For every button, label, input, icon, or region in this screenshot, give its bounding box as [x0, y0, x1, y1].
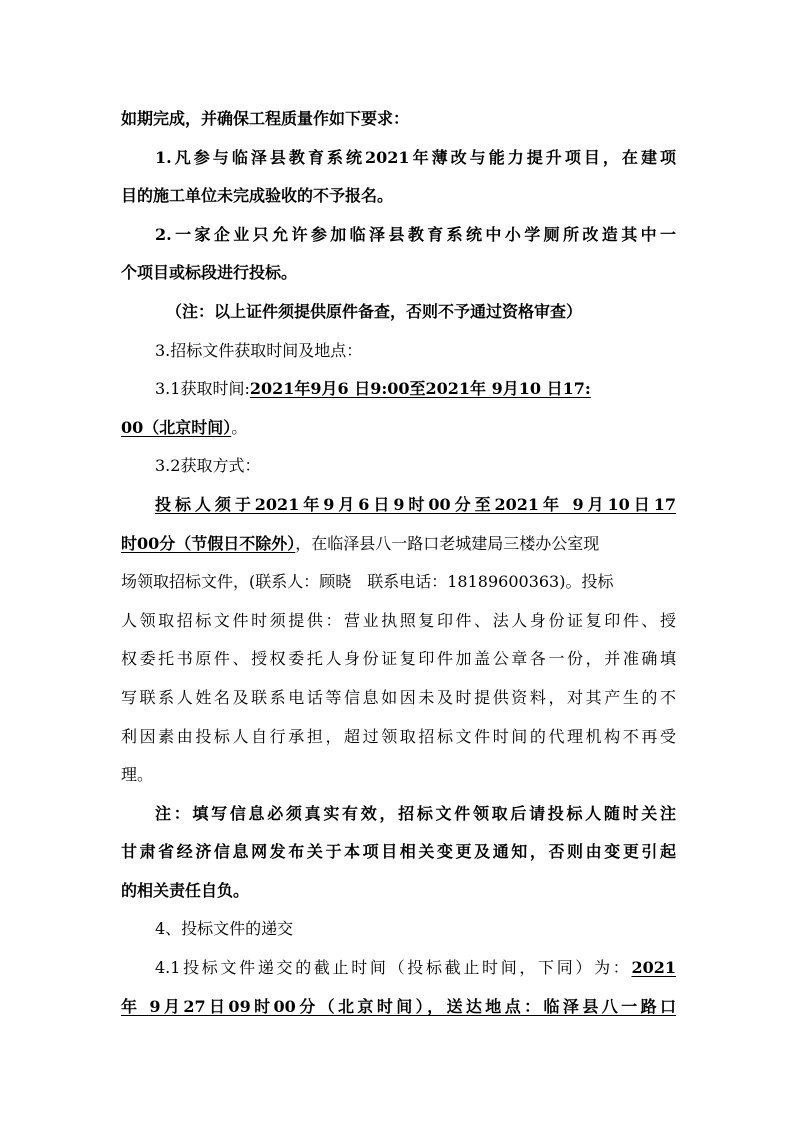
- requirement-1-line-2: 目的施工单位未完成验收的不予报名。: [121, 186, 394, 206]
- section-4-1-line-1: [121, 949, 676, 988]
- notice-line-3: 的相关责任自负。: [121, 880, 250, 900]
- acquisition-time-part-1: 2021年9月6 日9:00至2021年 9月10 日17:: [249, 379, 591, 399]
- section-4-1-label: 4.1投标文件递交的截止时间（投标截止时间，下同）为：: [155, 958, 632, 978]
- requirement-1-line-1: 1.凡参与临泽县教育系统2021年薄改与能力提升项目，在建项: [155, 147, 676, 167]
- section-3-1-line-2: [121, 409, 676, 448]
- acquisition-method-line-6: 写联系人姓名及联系电话等信息如因未及时提供资料，对其产生的不: [121, 687, 676, 707]
- acquisition-method-line-1: 投标人须于2021年9月6日9时00分至2021年 9月10日17: [155, 494, 676, 514]
- acquisition-method-line-4: 人领取招标文件时须提供：营业执照复印件、法人身份证复印件、授: [121, 610, 676, 630]
- contact-phone: 联系电话：18189600363)。投标: [367, 572, 614, 592]
- notice-line-1: 注：填写信息必须真实有效，招标文件领取后请投标人随时关注: [155, 803, 676, 823]
- acquisition-time-part-2: 00（北京时间）: [121, 417, 232, 437]
- section-3-heading: 3.招标文件获取时间及地点：: [155, 340, 363, 360]
- acquisition-method-time-end: 时00分（节假日不除外）: [121, 533, 296, 553]
- submission-deadline-line-2: 年 9月27日09时00分（北京时间），送达地点：临泽县八一路口: [121, 996, 676, 1016]
- requirement-2-line-1: 2.一家企业只允许参加临泽县教育系统中小学厕所改造其中一: [155, 224, 676, 244]
- section-3-2-heading: 3.2获取方式：: [155, 456, 261, 476]
- section-3-1-end: 。: [231, 417, 248, 437]
- certificate-note: （注：以上证件须提供原件备查，否则不予通过资格审查）: [166, 301, 583, 321]
- submission-deadline-year: 2021: [631, 958, 676, 978]
- acquisition-method-line-7: 利因素由投标人自行承担，超过领取招标文件时间的代理机构不再受: [121, 726, 676, 746]
- section-3-1-label: 3.1获取时间:: [155, 379, 250, 399]
- acquisition-method-line-2: [121, 525, 676, 564]
- document-page: [121, 100, 676, 1026]
- acquisition-method-line-5: 权委托书原件、授权委托人身份证复印件加盖公章各一份，并准确填: [121, 649, 676, 669]
- notice-line-2: 甘肃省经济信息网发布关于本项目相关变更及通知，否则由变更引起: [121, 842, 676, 862]
- acquisition-method-line-3: [121, 563, 676, 602]
- section-3-1-line-1: [121, 370, 676, 409]
- section-4-heading: 4、投标文件的递交: [155, 919, 294, 939]
- acquisition-method-line-8: 理。: [121, 765, 154, 785]
- contact-person: 场领取招标文件，(联系人：顾晓: [121, 572, 352, 592]
- requirement-2-line-2: 个项目或标段进行投标。: [121, 263, 298, 283]
- acquisition-method-location: ，在临泽县八一路口老城建局三楼办公室现: [295, 533, 600, 553]
- intro-line: 如期完成，并确保工程质量作如下要求：: [121, 109, 410, 128]
